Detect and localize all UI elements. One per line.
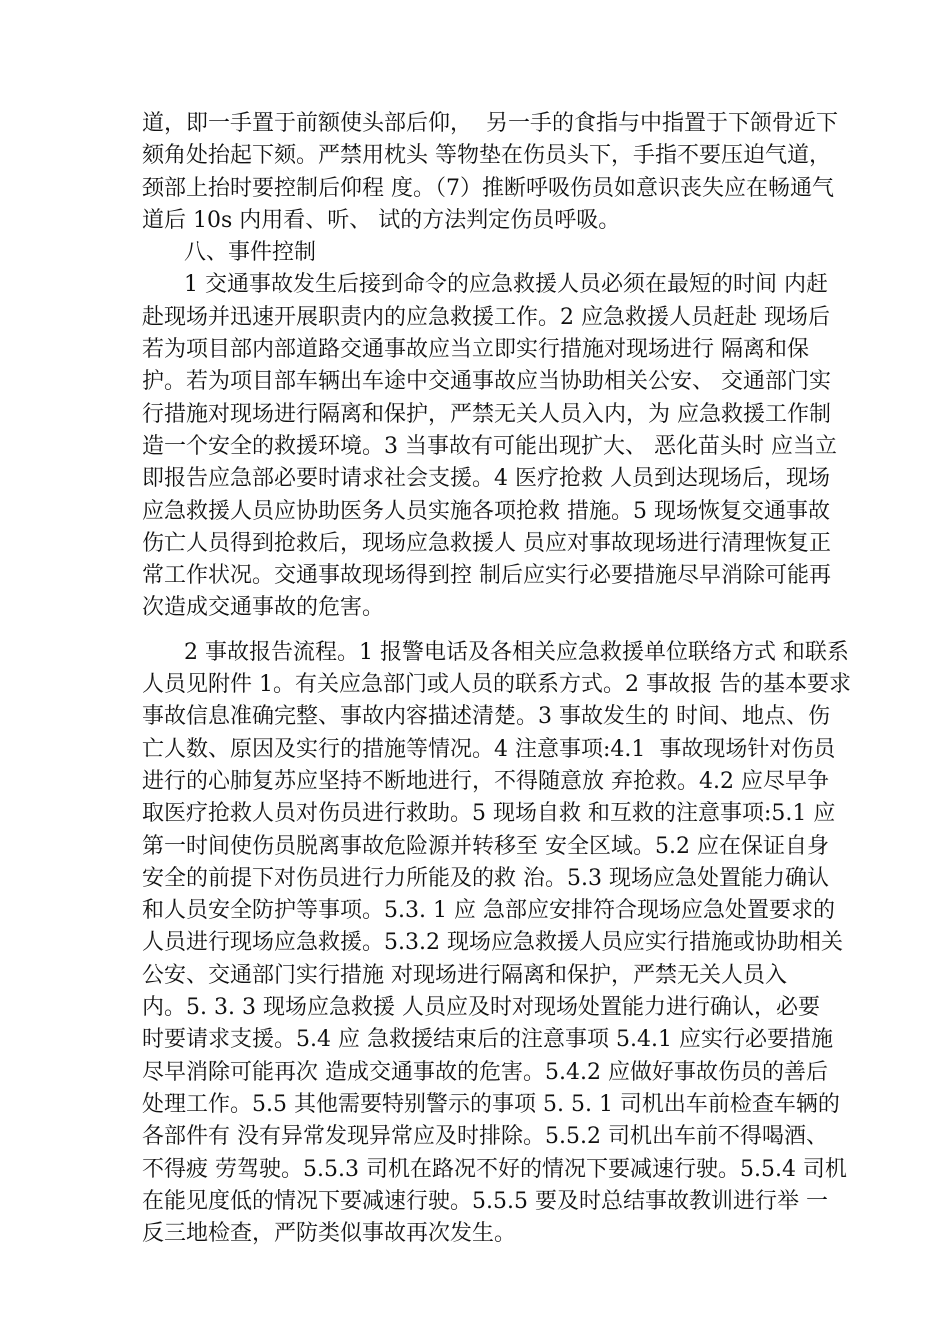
text-line: 人员进行现场应急救援。5.3.2 现场应急救援人员应实行措施或协助相关 [142, 930, 843, 956]
body-text [142, 108, 867, 1250]
text-line: 颏角处抬起下颏。严禁用枕头 等物垫在伤员头下，手指不要压迫气道， [142, 143, 831, 169]
text-line: 造一个安全的救援环境。3 当事故有可能出现扩大、 恶化苗头时 应当立 [142, 433, 837, 459]
text-line: 不得疲 劳驾驶。5.5.3 司机在路况不好的情况下要减速行驶。5.5.4 司机 [142, 1156, 847, 1182]
paragraph-gap [142, 625, 867, 637]
text-line: 反三地检查，严防类似事故再次发生。 [142, 1221, 517, 1247]
text-line: 各部件有 没有异常发现异常应及时排除。5.5.2 司机出车前不得喝酒、 [142, 1124, 828, 1150]
text-line: 即报告应急部必要时请求社会支援。4 医疗抢救 人员到达现场后，现场 [142, 466, 830, 492]
text-line: 事故信息准确完整、事故内容描述清楚。3 事故发生的 时间、地点、伤 [142, 704, 830, 730]
text-line: 内。5. 3. 3 现场应急救援 人员应及时对现场处置能力进行确认，必要 [142, 995, 820, 1021]
text-line: 2 事故报告流程。1 报警电话及各相关应急救援单位联络方式 和联系 [142, 639, 849, 665]
text-line: 1 交通事故发生后接到命令的应急救援人员必须在最短的时间 内赶 [142, 272, 828, 298]
text-line: 尽早消除可能再次 造成交通事故的危害。5.4.2 应做好事故伤员的善后 [142, 1059, 828, 1085]
text-line: 进行的心肺复苏应坚持不断地进行，不得随意放 弃抢救。4.2 应尽早争 [142, 768, 829, 794]
text-line: 公安、交通部门实行措施 对现场进行隔离和保护，严禁无关人员入 [142, 962, 787, 988]
text-line: 若为项目部内部道路交通事故应当立即实行措施对现场进行 隔离和保 [142, 337, 809, 363]
text-line: 取医疗抢救人员对伤员进行救助。5 现场自救 和互救的注意事项:5.1 应 [142, 801, 836, 827]
text-line: 道，即一手置于前额使头部后仰， 另一手的食指与中指置于下颌骨近下 [142, 111, 838, 136]
text-line: 亡人数、原因及实行的措施等情况。4 注意事项:4.1 事故现场针对伤员 [142, 736, 836, 762]
text-line: 次造成交通事故的危害。 [142, 595, 385, 621]
text-line: 人员见附件 1。有关应急部门或人员的联系方式。2 事故报 告的基本要求 [142, 672, 851, 698]
text-line: 处理工作。5.5 其他需要特别警示的事项 5. 5. 1 司机出车前检查车辆的 [142, 1091, 840, 1117]
text-line: 赴现场并迅速开展职责内的应急救援工作。2 应急救援人员赶赴 现场后 [142, 304, 830, 330]
text-line: 第一时间使伤员脱离事故危险源并转移至 安全区域。5.2 应在保证自身 [142, 833, 829, 859]
text-line: 在能见度低的情况下要减速行驶。5.5.5 要及时总结事故教训进行举 一 [142, 1188, 828, 1214]
text-line: 和人员安全防护等事项。5.3. 1 应 急部应安排符合现场应急处置要求的 [142, 898, 835, 924]
text-line: 颈部上抬时要控制后仰程 度。（7）推断呼吸伤员如意识丧失应在畅通气 [142, 175, 834, 201]
text-line: 安全的前提下对伤员进行力所能及的救 治。5.3 现场应急处置能力确认 [142, 865, 829, 891]
section-heading: 八、事件控制 [142, 240, 316, 266]
text-line: 道后 10s 内用看、听、 试的方法判定伤员呼吸。 [142, 207, 621, 233]
text-line: 护。若为项目部车辆出车途中交通事故应当协助相关公安、 交通部门实 [142, 369, 831, 395]
text-line: 常工作状况。交通事故现场得到控 制后应实行必要措施尽早消除可能再 [142, 563, 831, 589]
text-line: 伤亡人员得到抢救后，现场应急救援人 员应对事故现场进行清理恢复正 [142, 530, 831, 556]
text-line: 时要请求支援。5.4 应 急救援结束后的注意事项 5.4.1 应实行必要措施 [142, 1027, 833, 1053]
text-line: 应急救援人员应协助医务人员实施各项抢救 措施。5 现场恢复交通事故 [142, 498, 830, 524]
text-line: 行措施对现场进行隔离和保护，严禁无关人员入内，为 应急救援工作制 [142, 401, 831, 427]
